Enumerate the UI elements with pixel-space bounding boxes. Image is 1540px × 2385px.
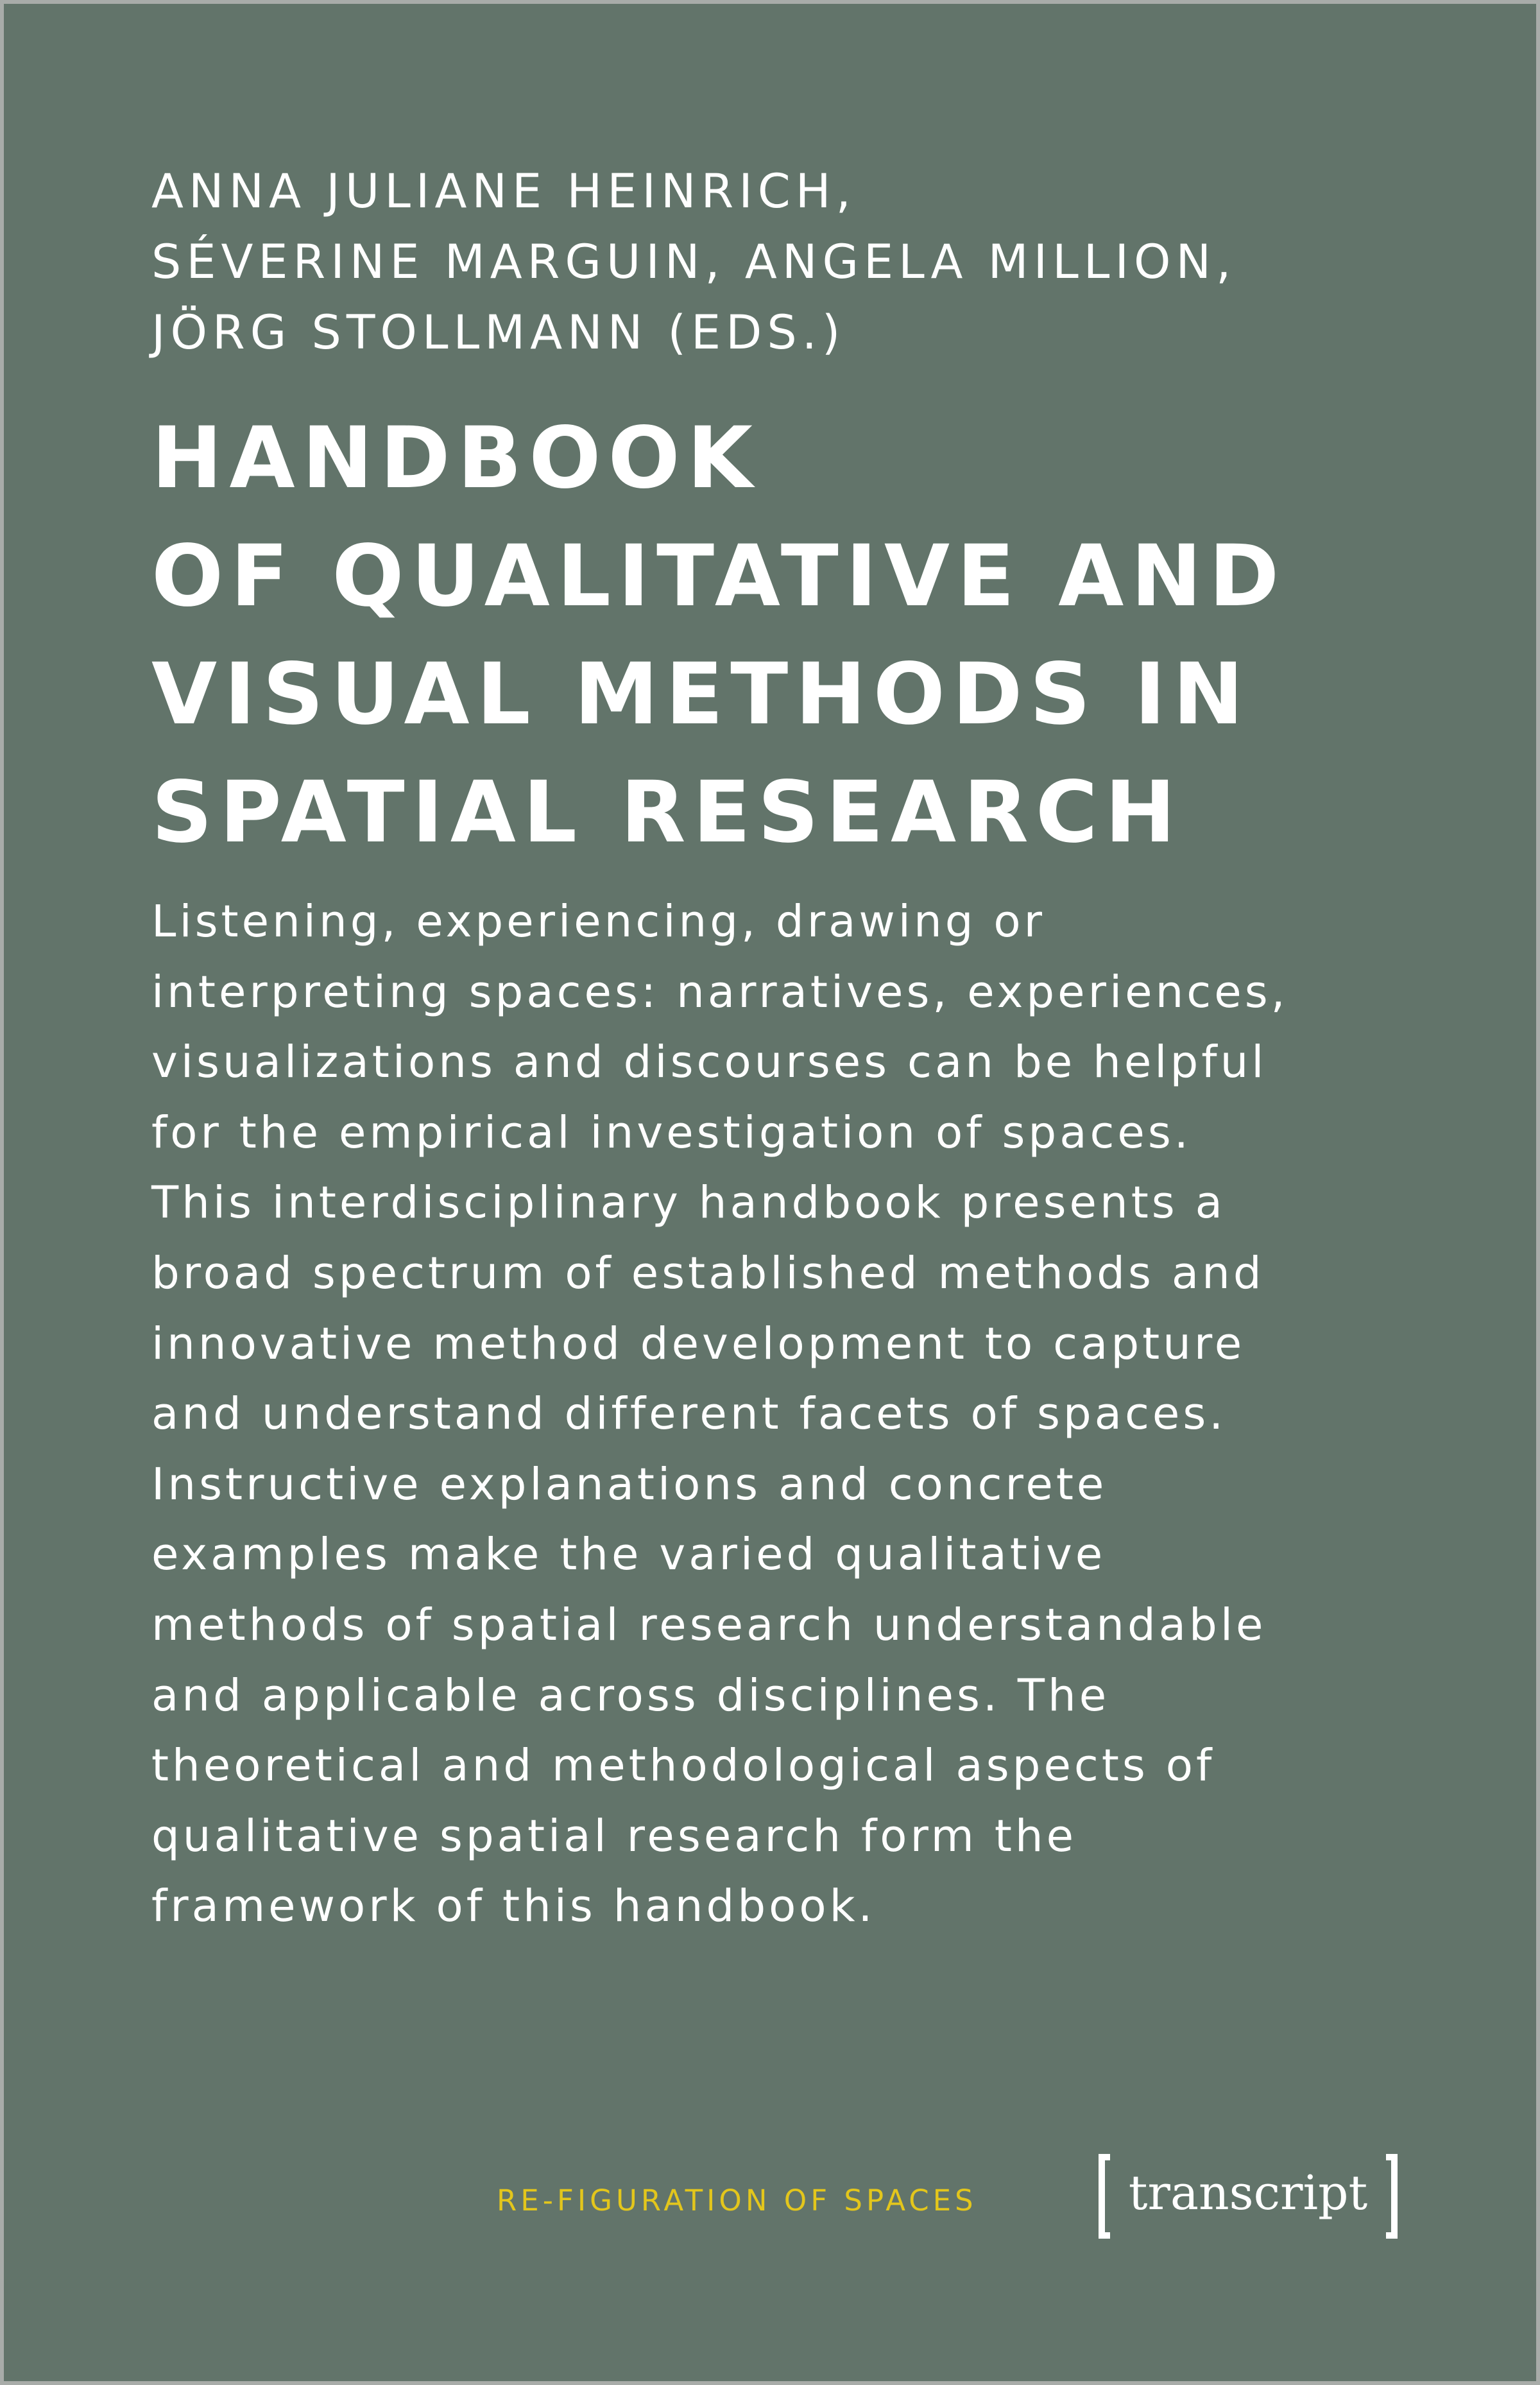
- editors-line-3: JÖRG STOLLMANN (EDS.): [151, 306, 846, 360]
- editors-line-2: SÉVERINE MARGUIN, ANGELA MILLION,: [151, 235, 1236, 289]
- left-bracket-icon: [1099, 2154, 1110, 2239]
- blurb-line: and understand different facets of spaces.: [151, 1388, 1227, 1440]
- right-bracket-icon: [1386, 2154, 1398, 2239]
- book-title: [151, 399, 1499, 872]
- series-name: RE-FIGURATION OF SPACES: [497, 2183, 977, 2217]
- blurb-line: interpreting spaces: narratives, experiences,: [151, 966, 1288, 1018]
- blurb-line: framework of this handbook.: [151, 1881, 876, 1933]
- blurb-line: methods of spatial research understandable: [151, 1599, 1267, 1651]
- blurb-line: examples make the varied qualitative: [151, 1529, 1106, 1581]
- blurb-line: innovative method development to capture: [151, 1318, 1245, 1370]
- blurb-line: Instructive explanations and concrete: [151, 1458, 1108, 1510]
- title-line-2: OF QUALITATIVE AND: [151, 527, 1287, 626]
- blurb-line: theoretical and methodological aspects of: [151, 1740, 1215, 1792]
- blurb-line: visualizations and discourses can be helpful: [151, 1037, 1267, 1089]
- editors: [151, 157, 1467, 368]
- publisher-name: transcript: [1128, 2165, 1368, 2221]
- blurb-line: Listening, experiencing, drawing or: [151, 896, 1046, 947]
- blurb-line: for the empirical investigation of spaces.: [151, 1106, 1192, 1158]
- blurb-line: qualitative spatial research form the: [151, 1810, 1077, 1862]
- publisher-logo: [1099, 2151, 1398, 2241]
- blurb-line: and applicable across disciplines. The: [151, 1669, 1110, 1721]
- title-line-4: SPATIAL RESEARCH: [151, 763, 1183, 862]
- editors-line-1: ANNA JULIANE HEINRICH,: [151, 164, 856, 219]
- blurb: [151, 887, 1467, 1942]
- blurb-line: This interdisciplinary handbook presents a: [151, 1177, 1226, 1229]
- title-line-3: VISUAL METHODS IN: [151, 645, 1251, 744]
- title-line-1: HANDBOOK: [151, 409, 760, 508]
- blurb-line: broad spectrum of established methods and: [151, 1247, 1265, 1299]
